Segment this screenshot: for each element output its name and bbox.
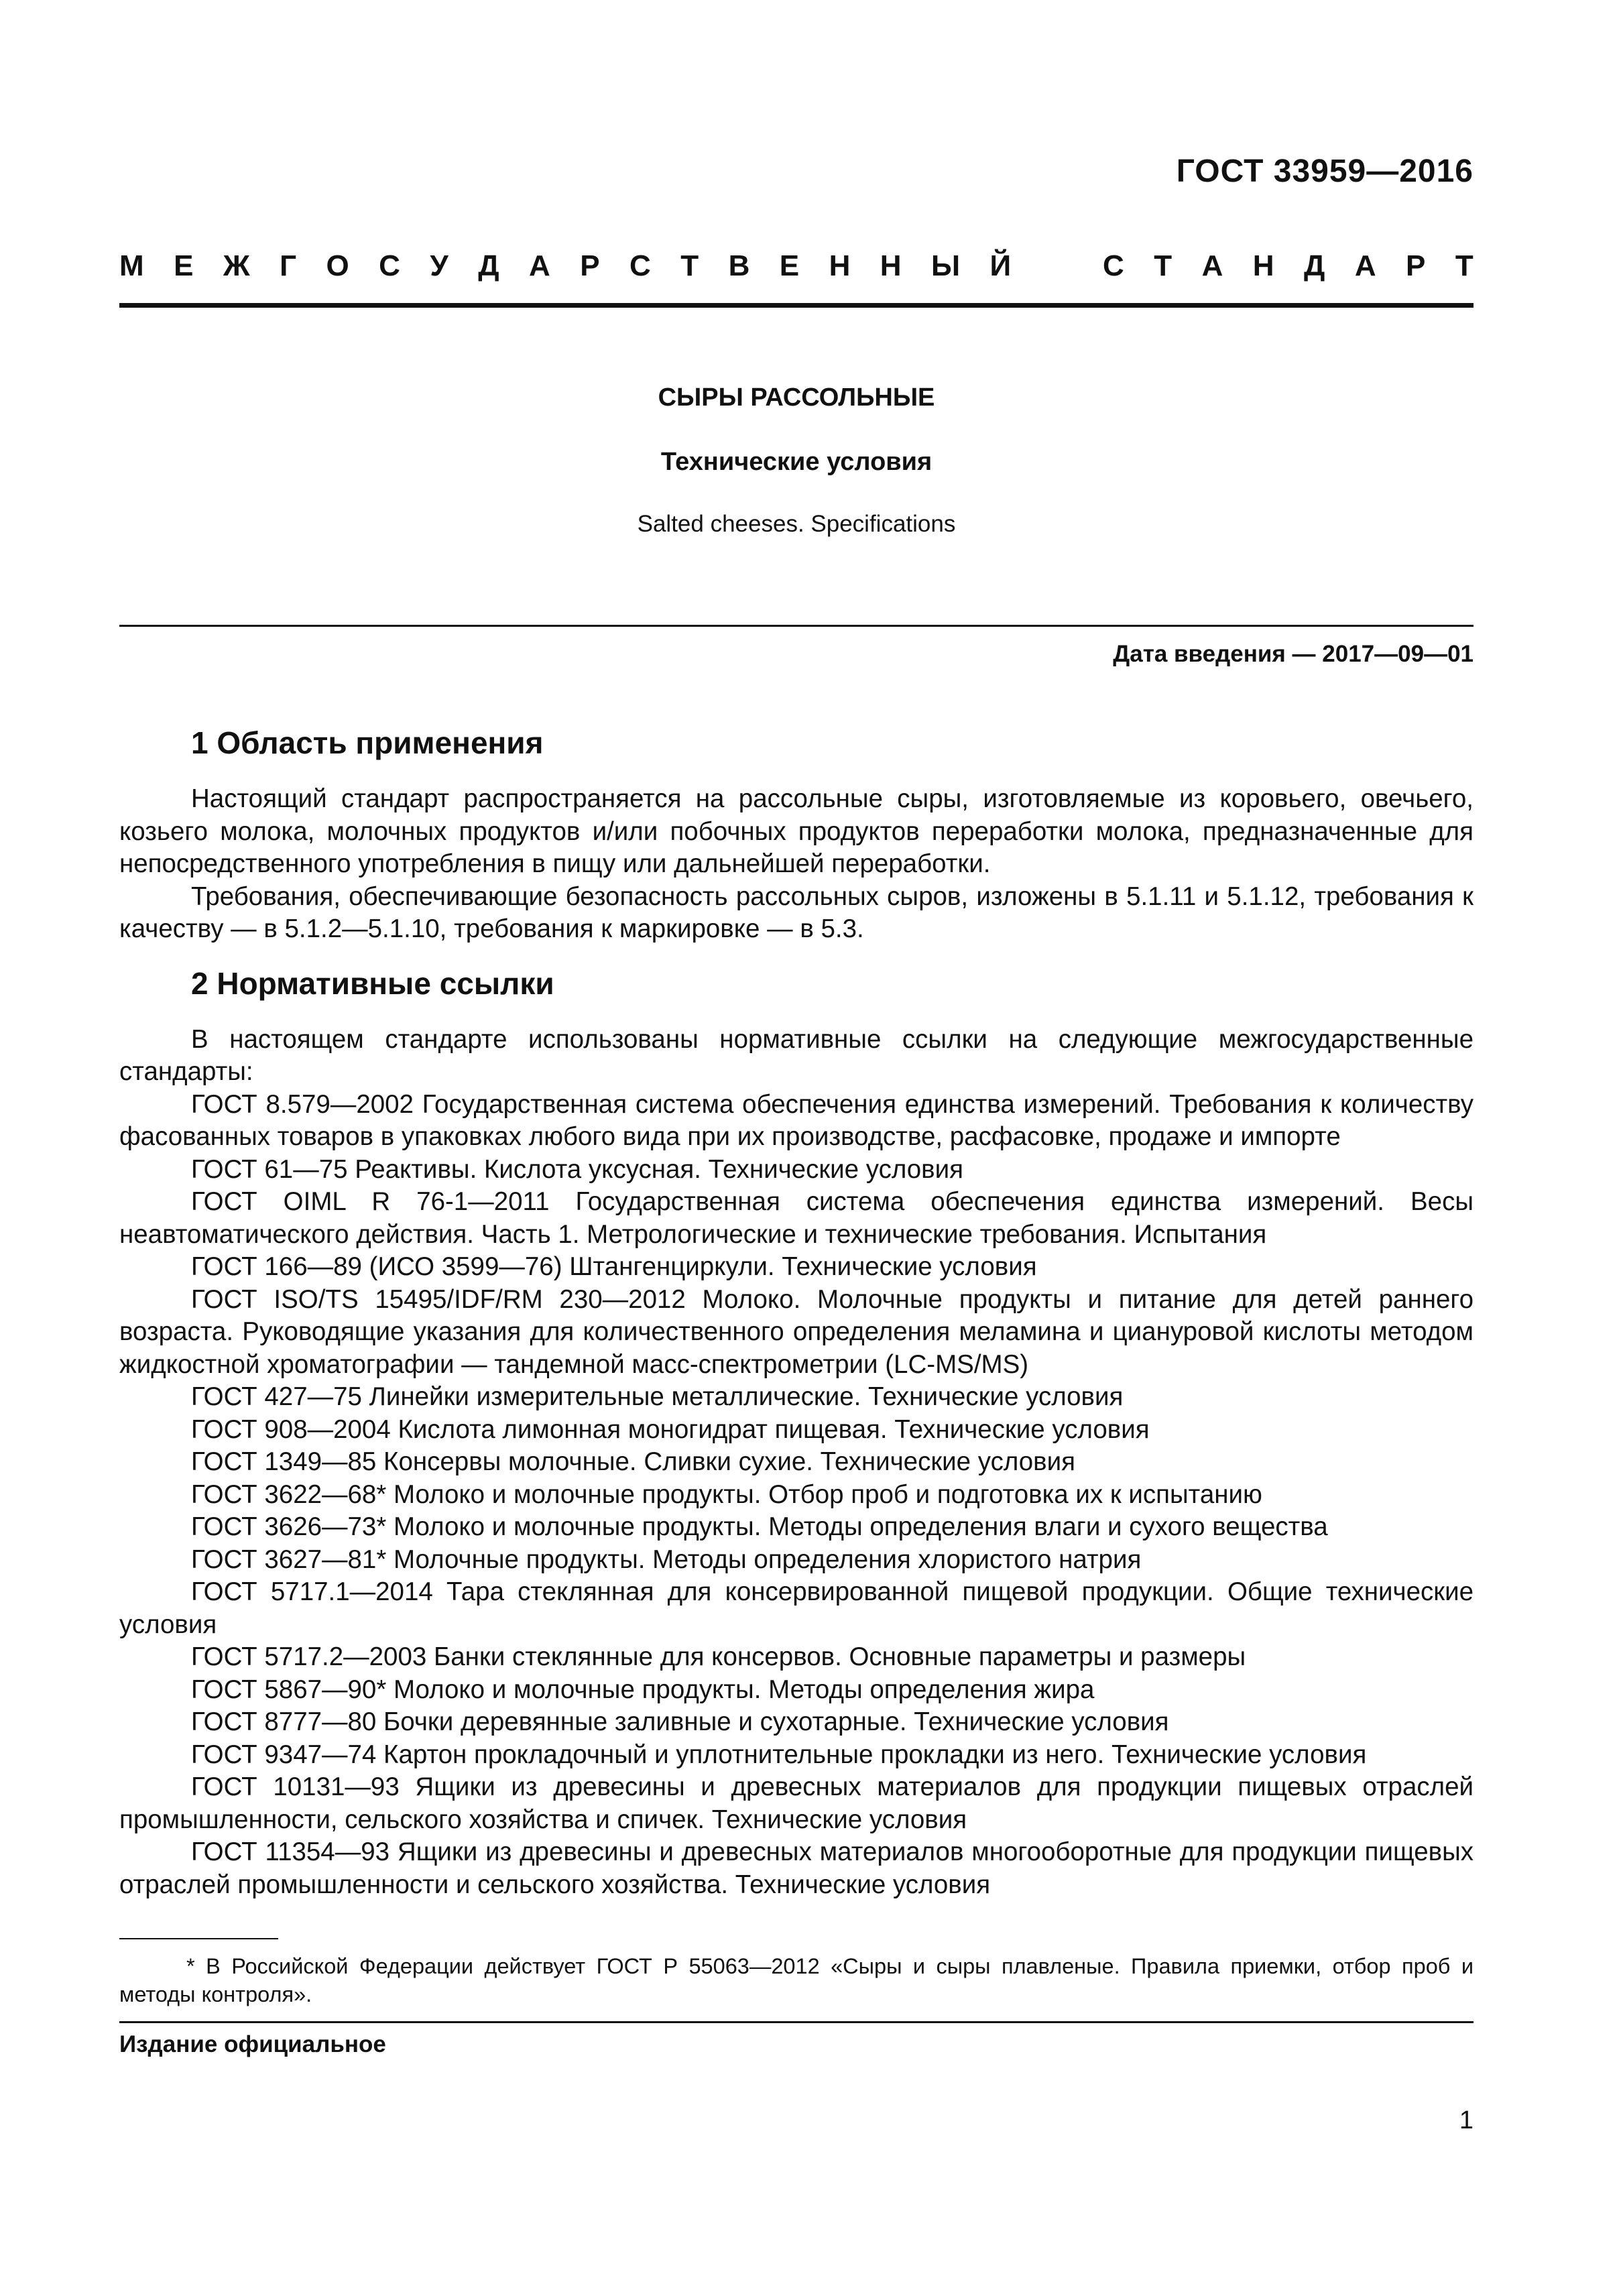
page-number: 1 bbox=[1459, 2106, 1474, 2134]
reference-item: ГОСТ 5717.1—2014 Тара стеклянная для консервированной пищевой продукции. Общие технические условия bbox=[119, 1577, 1474, 1639]
standard-type-letter: Ы bbox=[931, 249, 961, 282]
standard-type-letter: С bbox=[1103, 249, 1124, 282]
standard-type-heading bbox=[119, 249, 1474, 283]
standard-type-letter: О bbox=[326, 249, 349, 282]
standard-type-letter: Н bbox=[1252, 249, 1274, 282]
standard-type-letter: М bbox=[119, 249, 144, 282]
standard-type-letter: В bbox=[728, 249, 750, 282]
section-heading: 1 Область применения bbox=[191, 725, 544, 760]
standard-type-letter: Т bbox=[1455, 249, 1474, 282]
standard-type-letter: Н bbox=[829, 249, 851, 282]
standard-type-letter: Т bbox=[680, 249, 699, 282]
standard-type-letter: Т bbox=[1154, 249, 1173, 282]
title-divider bbox=[119, 625, 1474, 627]
standard-type-letter: А bbox=[1354, 249, 1376, 282]
paragraph: Настоящий стандарт распространяется на рассольные сыры, изготовляемые из коровьего, овечьего, козьего молока, молочных продуктов и/или побочных продуктов переработки молока, предназначенные для непосредственного употребления в пищу или дальнейшей переработки. bbox=[119, 784, 1474, 878]
standard-type-letter: Р bbox=[580, 249, 600, 282]
standard-type-letter: С bbox=[379, 249, 400, 282]
reference-item: ГОСТ 3626—73* Молоко и молочные продукты. Методы определения влаги и сухого вещества bbox=[191, 1512, 1328, 1541]
reference-item: ГОСТ OIML R 76-1—2011 Государственная система обеспечения единства измерений. Весы неавтоматического действия. Часть 1. Метрологические и технические требования. Испытания bbox=[119, 1187, 1474, 1249]
reference-item: ГОСТ 166—89 (ИСО 3599—76) Штангенциркули. Технические условия bbox=[191, 1252, 1037, 1281]
standard-type-letter: Й bbox=[989, 249, 1012, 282]
word-gap bbox=[1041, 249, 1073, 283]
document-title: СЫРЫ РАССОЛЬНЫЕ bbox=[658, 383, 935, 412]
paragraph: Требования, обеспечивающие безопасность рассольных сыров, изложены в 5.1.11 и 5.1.12, требования к качеству — в 5.1.2—5.1.10, требования к маркировке — в 5.3. bbox=[119, 882, 1474, 943]
standard-type-letter: Р bbox=[1406, 249, 1426, 282]
reference-item: ГОСТ 1349—85 Консервы молочные. Сливки сухие. Технические условия bbox=[191, 1447, 1075, 1476]
standard-type-letter: С bbox=[629, 249, 651, 282]
standard-type-letter: А bbox=[1201, 249, 1223, 282]
reference-item: ГОСТ 427—75 Линейки измерительные металлические. Технические условия bbox=[191, 1382, 1124, 1411]
reference-item: ГОСТ 3627—81* Молочные продукты. Методы определения хлористого натрия bbox=[191, 1545, 1142, 1574]
section-heading: 2 Нормативные ссылки bbox=[191, 965, 554, 1001]
standard-type-letter: Е bbox=[779, 249, 800, 282]
footnote: * В Российской Федерации действует ГОСТ Р 55063—2012 «Сыры и сыры плавленые. Правила приемки, отбор проб и методы контроля». bbox=[119, 1954, 1474, 2006]
reference-item: ГОСТ 8.579—2002 Государственная система обеспечения единства измерений. Требования к количеству фасованных товаров в упаковках любого вида при их производстве, расфасовке, продаже и импорте bbox=[119, 1089, 1474, 1151]
footnote-divider bbox=[119, 1938, 278, 1939]
standard-type-letter: Г bbox=[280, 249, 297, 282]
effective-date: Дата введения — 2017—09—01 bbox=[1113, 641, 1474, 667]
standard-type-letter: Д bbox=[1304, 249, 1325, 282]
reference-item: ГОСТ 8777—80 Бочки деревянные заливные и сухотарные. Технические условия bbox=[191, 1707, 1169, 1736]
document-title-english: Salted cheeses. Specifications bbox=[637, 511, 956, 537]
paragraph: В настоящем стандарте использованы нормативные ссылки на следующие межгосударственные стандарты: bbox=[119, 1024, 1474, 1086]
reference-item: ГОСТ 11354—93 Ящики из древесины и древесных материалов многооборотные для продукции пищевых отраслей промышленности и сельского хозяйства. Технические условия bbox=[119, 1837, 1474, 1899]
standard-type-letter: Н bbox=[880, 249, 902, 282]
reference-item: ГОСТ 5717.2—2003 Банки стеклянные для консервов. Основные параметры и размеры bbox=[191, 1642, 1246, 1671]
reference-item: ГОСТ 10131—93 Ящики из древесины и древесных материалов для продукции пищевых отраслей промышленности, сельского хозяйства и спичек. Технические условия bbox=[119, 1772, 1474, 1834]
header-divider bbox=[119, 303, 1474, 308]
reference-item: ГОСТ 61—75 Реактивы. Кислота уксусная. Технические условия bbox=[191, 1154, 963, 1184]
reference-item: ГОСТ 908—2004 Кислота лимонная моногидрат пищевая. Технические условия bbox=[191, 1414, 1150, 1444]
footer-divider bbox=[119, 2021, 1474, 2023]
reference-item: ГОСТ 5867—90* Молоко и молочные продукты. Методы определения жира bbox=[191, 1675, 1095, 1704]
standard-type-letter: Ж bbox=[223, 249, 250, 282]
reference-item: ГОСТ 9347—74 Картон прокладочный и уплотнительные прокладки из него. Технические условия bbox=[191, 1740, 1367, 1769]
reference-item: ГОСТ ISO/TS 15495/IDF/RM 230—2012 Молоко. Молочные продукты и питание для детей раннего возраста. Руководящие указания для количественного определения меламина и циануровой кислоты методом жидкостной хроматографии — тандемной масс-спектрометрии (LC-MS/MS) bbox=[119, 1284, 1474, 1379]
standard-number: ГОСТ 33959—2016 bbox=[1176, 154, 1474, 189]
document-body bbox=[119, 723, 1474, 1901]
standard-type-letter: Е bbox=[174, 249, 194, 282]
edition-label: Издание официальное bbox=[119, 2031, 386, 2057]
standard-type-letter: У bbox=[430, 249, 448, 282]
document-subtitle: Технические условия bbox=[660, 448, 933, 476]
standard-type-letter: А bbox=[529, 249, 550, 282]
standard-type-letter: Д bbox=[478, 249, 499, 282]
reference-item: ГОСТ 3622—68* Молоко и молочные продукты. Отбор проб и подготовка их к испытанию bbox=[191, 1479, 1262, 1509]
